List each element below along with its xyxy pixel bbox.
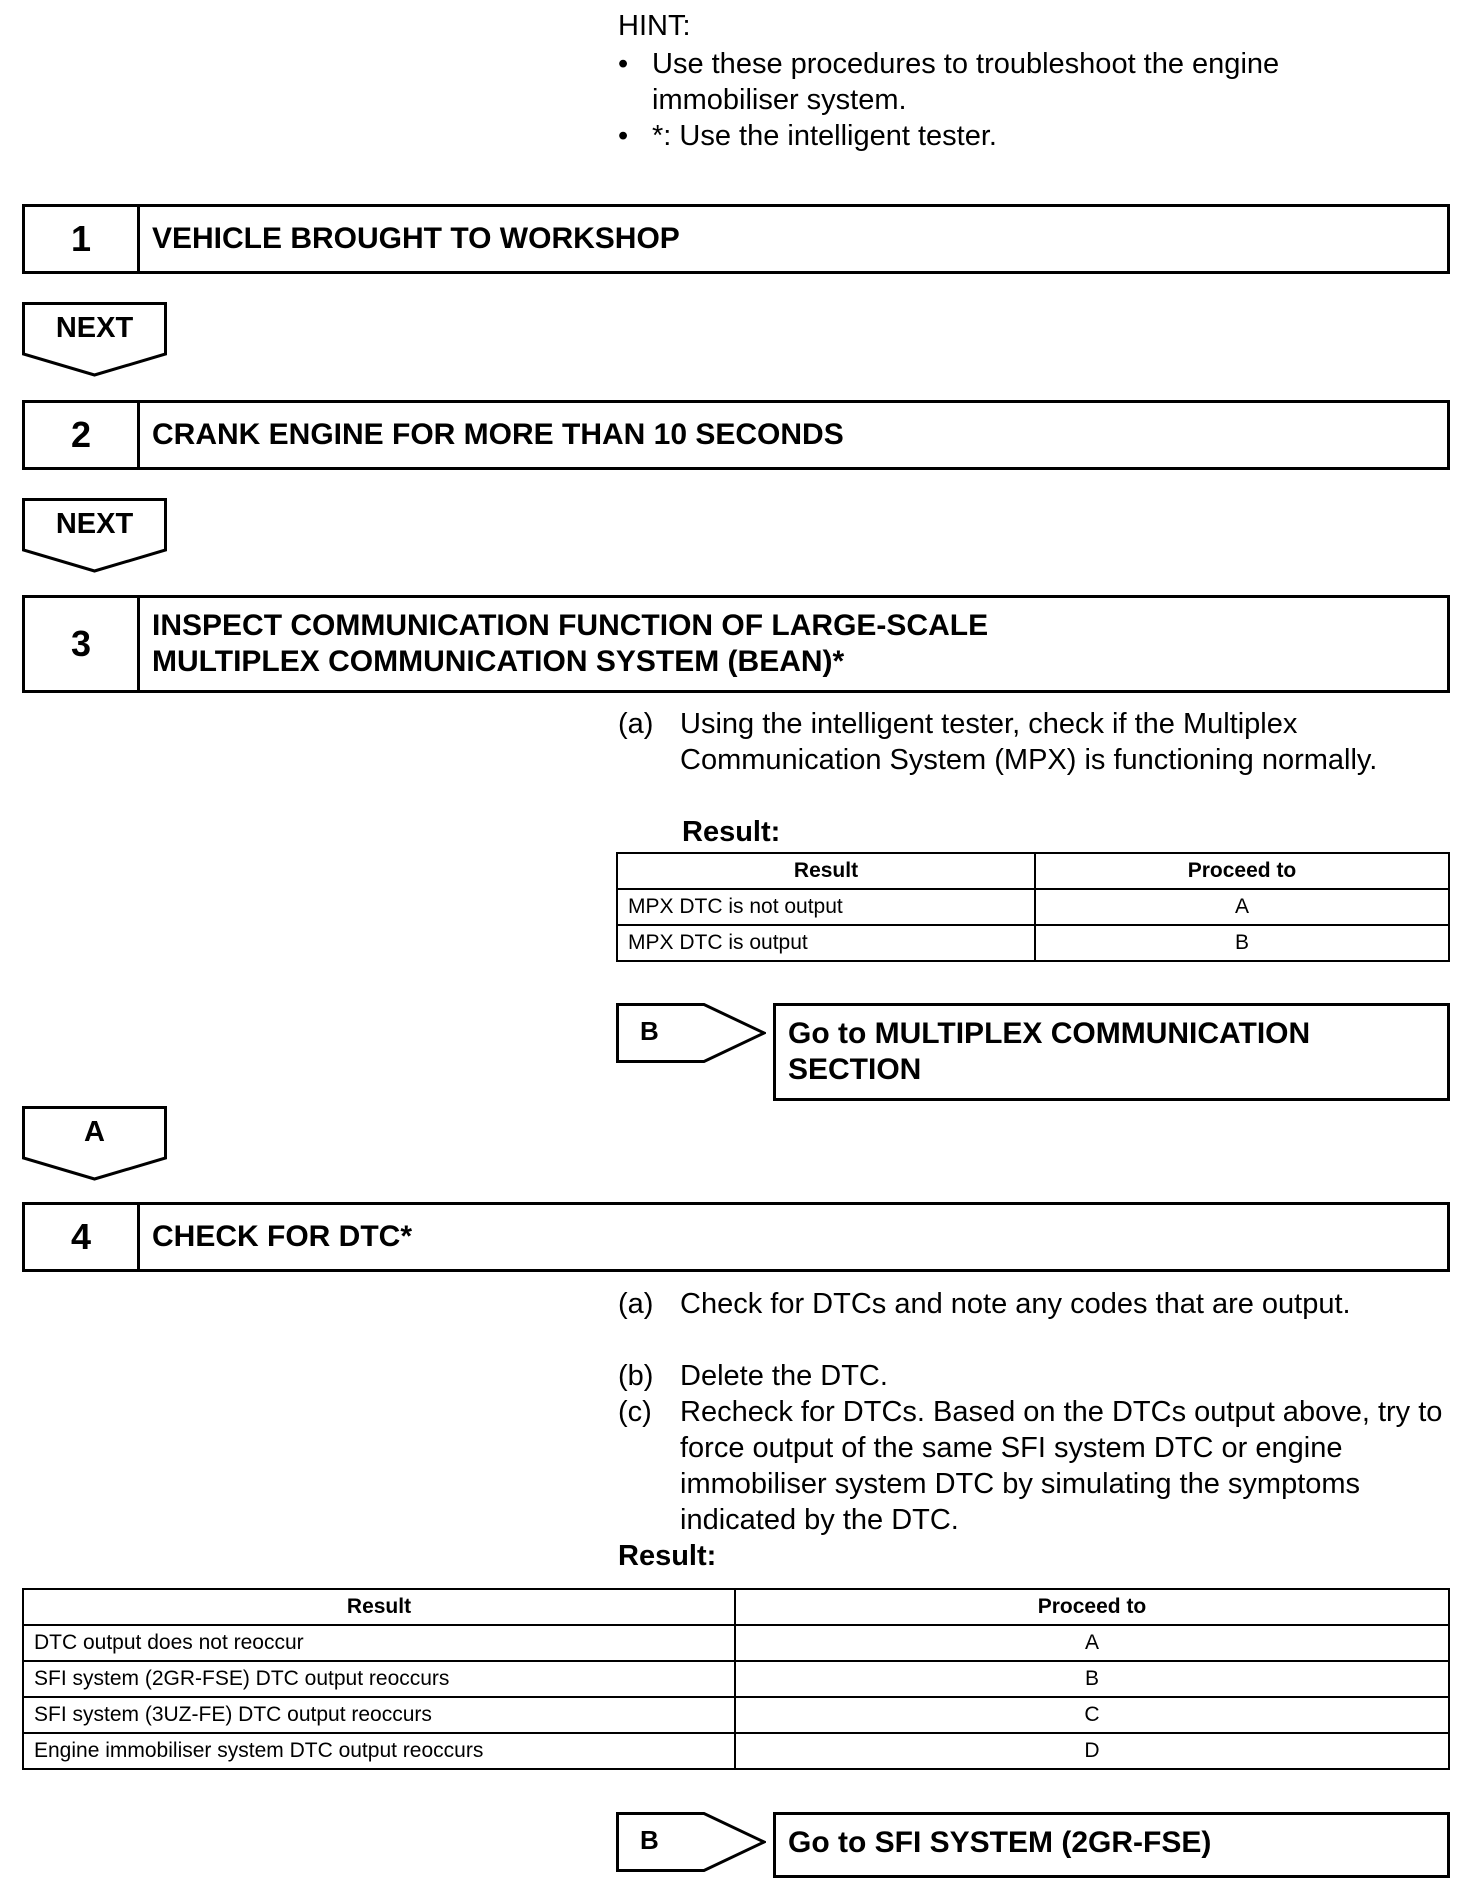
table-header-row <box>23 1589 1449 1625</box>
step-number: 4 <box>25 1205 140 1269</box>
branch-b-arrow <box>616 1003 766 1063</box>
table-cell: B <box>1035 925 1449 961</box>
table-row <box>23 1625 1449 1661</box>
arrow-label: NEXT <box>55 508 134 540</box>
table-cell: A <box>1035 889 1449 925</box>
table-row <box>617 889 1449 925</box>
table-header-row <box>617 853 1449 889</box>
next-arrow-2 <box>22 498 167 573</box>
step-4-para-b <box>618 1358 1472 1394</box>
step-title: INSPECT COMMUNICATION FUNCTION OF LARGE-SCALE MULTIPLEX COMMUNICATION SYSTEM (BEAN)* <box>152 609 989 678</box>
step-number: 1 <box>25 207 140 271</box>
para-label: (a) <box>618 708 654 740</box>
para-label: (b) <box>618 1360 654 1392</box>
step-4-para-a <box>618 1286 1472 1322</box>
step-4-header <box>22 1202 1450 1272</box>
para-label: (a) <box>618 1288 654 1320</box>
para-text: Delete the DTC. <box>680 1360 888 1392</box>
arrow-label: A <box>84 1116 105 1148</box>
goto-multiplex-box: Go to MULTIPLEX COMMUNICATION SECTION <box>773 1003 1450 1101</box>
para-text: Check for DTCs and note any codes that are output. <box>680 1288 1351 1320</box>
table-cell: B <box>735 1661 1449 1697</box>
table-row <box>23 1733 1449 1769</box>
table-cell: D <box>735 1733 1449 1769</box>
right-arrow-icon <box>616 1812 766 1872</box>
step-2-header <box>22 400 1450 470</box>
goto-sfi-box: Go to SFI SYSTEM (2GR-FSE) <box>773 1812 1450 1878</box>
table-header: Result <box>23 1589 735 1625</box>
branch-letter: B <box>640 1825 659 1855</box>
hint-bullet <box>612 118 1372 154</box>
table-row <box>23 1697 1449 1733</box>
step-4-para-c <box>618 1394 1472 1538</box>
hint-bullet-text: Use these procedures to troubleshoot the engine immobiliser system. <box>652 48 1280 116</box>
step-title: VEHICLE BROUGHT TO WORKSHOP <box>152 222 680 255</box>
step-4-result-label: Result: <box>618 1540 717 1572</box>
table-header: Proceed to <box>735 1589 1449 1625</box>
step-1-header <box>22 204 1450 274</box>
table-cell: MPX DTC is output <box>617 925 1035 961</box>
step-title: CHECK FOR DTC* <box>152 1220 412 1253</box>
step-number: 3 <box>25 598 140 690</box>
table-cell: MPX DTC is not output <box>617 889 1035 925</box>
table-row <box>23 1661 1449 1697</box>
next-arrow-1 <box>22 302 167 377</box>
branch-letter: B <box>640 1016 659 1046</box>
step-3-header <box>22 595 1450 693</box>
step-3-result-table <box>616 852 1450 962</box>
table-cell: SFI system (2GR-FSE) DTC output reoccurs <box>23 1661 735 1697</box>
step-4-result-table <box>22 1588 1450 1770</box>
step-3-para-a <box>618 706 1472 778</box>
table-header: Result <box>617 853 1035 889</box>
right-arrow-icon <box>616 1003 766 1063</box>
branch-b-arrow <box>616 1812 766 1872</box>
table-header: Proceed to <box>1035 853 1449 889</box>
table-cell: Engine immobiliser system DTC output reoccurs <box>23 1733 735 1769</box>
para-label: (c) <box>618 1396 652 1428</box>
table-cell: A <box>735 1625 1449 1661</box>
step-title: CRANK ENGINE FOR MORE THAN 10 SECONDS <box>152 418 844 451</box>
table-cell: SFI system (3UZ-FE) DTC output reoccurs <box>23 1697 735 1733</box>
hint-list <box>612 46 1372 154</box>
arrow-label: NEXT <box>55 312 134 344</box>
hint-title: HINT: <box>618 10 691 42</box>
table-cell: C <box>735 1697 1449 1733</box>
para-text: Recheck for DTCs. Based on the DTCs output above, try to force output of the same SFI system DTC or engine immobiliser system DTC by simulating the symptoms indicated by the DTC. <box>680 1396 1443 1536</box>
bullet-marker: • <box>618 48 629 80</box>
step-number: 2 <box>25 403 140 467</box>
hint-bullet <box>612 46 1372 118</box>
para-text: Using the intelligent tester, check if the Multiplex Communication System (MPX) is functioning normally. <box>680 708 1378 776</box>
table-cell: DTC output does not reoccur <box>23 1625 735 1661</box>
a-arrow <box>22 1106 167 1181</box>
bullet-marker: • <box>618 120 629 152</box>
hint-bullet-text: *: Use the intelligent tester. <box>652 120 997 152</box>
table-row <box>617 925 1449 961</box>
step-3-result-label: Result: <box>682 816 781 848</box>
